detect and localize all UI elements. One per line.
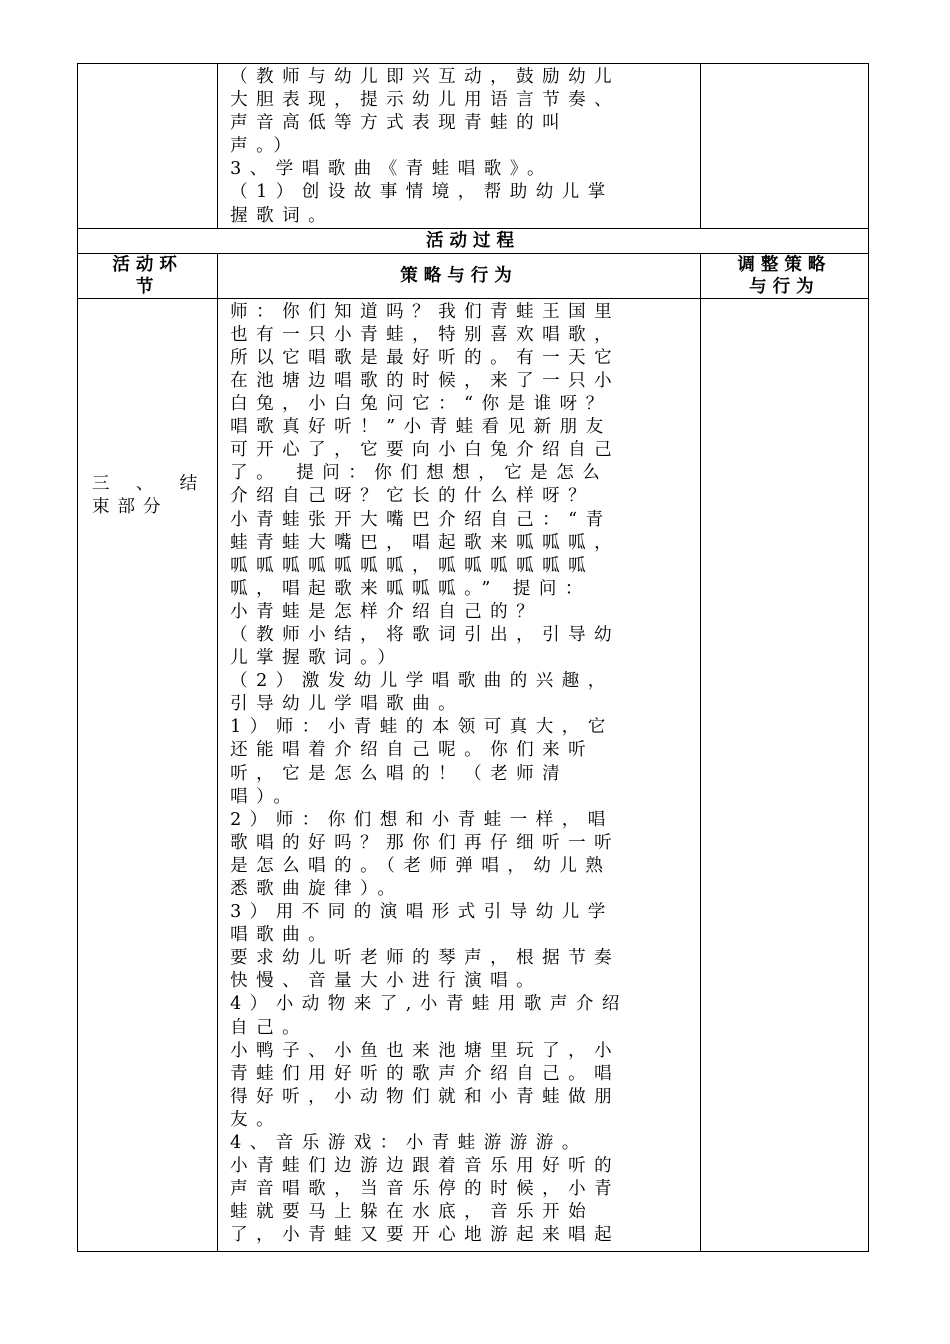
text-line: 快慢、音量大小进行演唱。 <box>230 971 543 992</box>
adjust-cell-top <box>700 64 868 229</box>
text-line: 儿掌握歌词。） <box>230 648 404 669</box>
text-line: 所以它唱歌是最好听的。有一天它 <box>230 347 621 368</box>
text-line: 了，小青蛙又要开心地游起来唱起 <box>230 1225 621 1246</box>
stage-label-part-b: 、 <box>135 473 162 494</box>
header-strategy: 策略与行为 <box>218 253 701 298</box>
text-line: 2）师：你们想和小青蛙一样，唱 <box>230 809 614 830</box>
table-row-continuation <box>78 64 869 229</box>
text-line: 青蛙们用好听的歌声介绍自己。唱 <box>230 1063 621 1084</box>
text-line: （1）创设故事情境，帮助幼儿掌 <box>230 182 614 203</box>
text-line: （2）激发幼儿学唱歌曲的兴趣， <box>230 671 614 692</box>
text-line: 小鸭子、小鱼也来池塘里玩了，小 <box>230 1040 621 1061</box>
stage-cell <box>78 298 218 1251</box>
text-line: 蛙青蛙大嘴巴，唱起歌来呱呱呱， <box>230 532 621 553</box>
stage-label-line2: 束部分 <box>92 496 169 517</box>
strategy-cell-main <box>218 298 701 1251</box>
adjust-cell-main <box>700 298 868 1251</box>
text-line: 在池塘边唱歌的时候，来了一只小 <box>230 370 621 391</box>
text-line: 声音唱歌，当音乐停的时候，小青 <box>230 1179 621 1200</box>
text-line: 3）用不同的演唱形式引导幼儿学 <box>230 902 614 923</box>
stage-label-part-c: 结 <box>179 473 206 494</box>
activity-table <box>77 63 869 1252</box>
text-line: 可开心了，它要向小白兔介绍自己 <box>230 440 621 461</box>
text-line: 大胆表现，提示幼儿用语言节奏、 <box>230 90 621 111</box>
strategy-cell-top <box>218 64 701 229</box>
header-stage <box>78 253 218 298</box>
text-line: 握歌词。 <box>230 205 335 226</box>
text-line: 唱歌真好听！”小青蛙看见新朋友 <box>230 417 612 438</box>
text-line: 唱歌曲。 <box>230 925 335 946</box>
text-line: 唱）。 <box>230 786 300 807</box>
header-adjust-line1: 调整策略 <box>737 254 832 275</box>
document-page <box>77 63 869 1252</box>
text-line: 小青蛙张开大嘴巴介绍自己：“青 <box>230 509 612 530</box>
text-line: 也有一只小青蛙，特别喜欢唱歌， <box>230 324 621 345</box>
header-adjust <box>700 253 868 298</box>
text-line: 歌唱的好吗？那你们再仔细听一听 <box>230 832 621 853</box>
text-line: （教师小结，将歌词引出，引导幼 <box>230 624 621 645</box>
text-line: 呱，唱起歌来呱呱呱。” 提问： <box>230 578 591 599</box>
text-line: 声音高低等方式表现青蛙的叫 <box>230 113 569 134</box>
header-stage-line1: 活动环 <box>112 254 183 275</box>
text-line: 小青蛙是怎样介绍自己的？ <box>230 601 543 622</box>
stage-label-part-a: 三 <box>92 473 118 494</box>
text-line: 要求幼儿听老师的琴声，根据节奏 <box>230 948 621 969</box>
text-line: 介绍自己呀？它长的什么样呀？ <box>230 486 595 507</box>
table-header-row <box>78 253 869 298</box>
text-line: 蛙就要马上躲在水底，音乐开始 <box>230 1202 595 1223</box>
table-row-ending <box>78 298 869 1251</box>
text-line: 是怎么唱的。（老师弹唱，幼儿熟 <box>230 855 612 876</box>
text-line: 4）小动物来了,小青蛙用歌声介绍 <box>230 994 628 1015</box>
text-line: 声。） <box>230 136 300 157</box>
text-line: 得好听，小动物们就和小青蛙做朋 <box>230 1086 621 1107</box>
text-line: 呱呱呱呱呱呱呱，呱呱呱呱呱呱 <box>230 555 595 576</box>
text-line: 悉歌曲旋律）。 <box>230 879 404 899</box>
text-line: 了。 提问：你们想想，它是怎么 <box>230 463 609 484</box>
stage-label-line1 <box>92 473 205 496</box>
strategy-text-top <box>218 64 700 228</box>
text-line: 师：你们知道吗？我们青蛙王国里 <box>230 301 621 322</box>
text-line: 4、音乐游戏：小青蛙游游游。 <box>230 1133 588 1154</box>
header-stage-line2: 节 <box>135 276 160 297</box>
text-line: 自己。 <box>230 1017 309 1038</box>
strategy-text-main <box>218 299 700 1248</box>
text-line: （教师与幼儿即兴互动，鼓励幼儿 <box>230 67 621 87</box>
header-adjust-line2: 与行为 <box>749 276 820 297</box>
table-row-title <box>78 228 869 253</box>
stage-cell-empty <box>78 64 218 229</box>
section-title: 活动过程 <box>78 228 869 253</box>
text-line: 小青蛙们边游边跟着音乐用好听的 <box>230 1156 621 1177</box>
text-line: 听，它是怎么唱的！（老师清 <box>230 763 569 784</box>
text-line: 1）师：小青蛙的本领可真大，它 <box>230 717 614 738</box>
text-line: 白兔，小白兔问它：“你是谁呀？ <box>230 394 612 415</box>
text-line: 还能唱着介绍自己呢。你们来听 <box>230 740 595 761</box>
text-line: 3、学唱歌曲《青蛙唱歌》。 <box>230 159 554 180</box>
text-line: 引导幼儿学唱歌曲。 <box>230 694 465 715</box>
text-line: 友。 <box>230 1109 283 1130</box>
